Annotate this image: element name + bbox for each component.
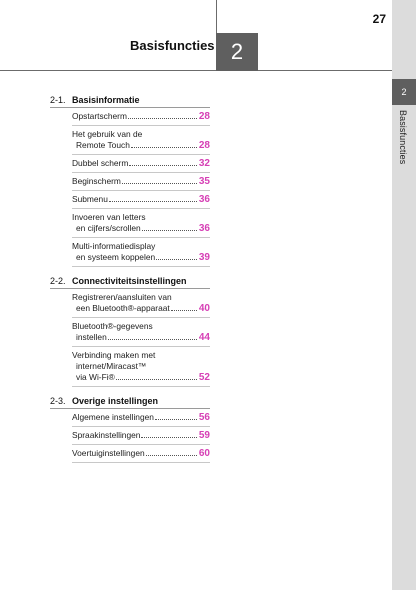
toc-page-number[interactable]: 35: [198, 176, 210, 187]
toc-page-number[interactable]: 44: [198, 332, 210, 343]
toc-section-number: 2-3.: [50, 396, 66, 406]
dot-leader: [131, 147, 197, 148]
toc-page-number[interactable]: 52: [198, 372, 210, 383]
dot-leader: [129, 165, 197, 166]
header-rule: [0, 70, 392, 71]
page-number: 27: [372, 12, 386, 26]
dot-leader: [156, 259, 197, 260]
toc-entry[interactable]: [72, 241, 210, 267]
toc-entry-text: en cijfers/scrollen: [76, 223, 141, 233]
toc-entry-text: en systeem koppelen: [76, 252, 156, 262]
toc-entry[interactable]: [72, 129, 210, 155]
table-of-contents: [50, 95, 210, 466]
toc-entry[interactable]: [72, 212, 210, 238]
dot-leader: [128, 118, 197, 119]
toc-entry-text: Het gebruik van de: [72, 129, 143, 139]
toc-page-number[interactable]: 56: [198, 412, 210, 423]
toc-entry-text: instellen: [76, 332, 107, 342]
toc-entry[interactable]: [72, 158, 210, 173]
dot-leader: [171, 310, 197, 311]
toc-entry[interactable]: [72, 350, 210, 387]
toc-entry-text: Beginscherm: [72, 176, 121, 186]
toc-section-number: 2-2.: [50, 276, 66, 286]
toc-entry-text: Spraakinstellingen: [72, 430, 141, 440]
dot-leader: [122, 183, 197, 184]
toc-page-number[interactable]: 36: [198, 223, 210, 234]
toc-section-title: Overige instellingen: [72, 396, 159, 406]
toc-entry-text: Submenu: [72, 194, 108, 204]
side-tab-label: Basisfuncties: [398, 110, 408, 165]
toc-entry[interactable]: [72, 176, 210, 191]
toc-section-heading: [50, 396, 210, 409]
toc-entry-text: Voertuiginstellingen: [72, 448, 145, 458]
dot-leader: [155, 419, 197, 420]
toc-entry-text: een Bluetooth®-apparaat: [76, 303, 170, 313]
toc-entry-text: Multi-informatiedisplay: [72, 241, 156, 251]
toc-entry-text: Bluetooth®-gegevens: [72, 321, 153, 331]
dot-leader: [108, 339, 197, 340]
toc-page-number[interactable]: 59: [198, 430, 210, 441]
dot-leader: [116, 379, 197, 380]
toc-section-title: Basisinformatie: [72, 95, 140, 105]
toc-entry[interactable]: [72, 111, 210, 126]
chapter-title: Basisfuncties: [130, 38, 215, 53]
toc-entry-text: Opstartscherm: [72, 111, 127, 121]
toc-page-number[interactable]: 28: [198, 111, 210, 122]
toc-page-number[interactable]: 40: [198, 303, 210, 314]
toc-page-number[interactable]: 28: [198, 140, 210, 151]
chapter-number-box: 2: [216, 33, 258, 71]
toc-entry[interactable]: [72, 292, 210, 318]
toc-page-number[interactable]: 39: [198, 252, 210, 263]
dot-leader: [142, 230, 197, 231]
toc-entry-text: Dubbel scherm: [72, 158, 129, 168]
toc-entry[interactable]: [72, 412, 210, 427]
toc-section-heading: [50, 276, 210, 289]
toc-entry[interactable]: [72, 448, 210, 463]
side-tab-number: 2: [392, 79, 416, 105]
toc-entry-text: Verbinding maken met: [72, 350, 156, 360]
toc-section-heading: [50, 95, 210, 108]
dot-leader: [141, 437, 196, 438]
toc-section-title: Connectiviteitsinstellingen: [72, 276, 187, 286]
toc-page-number[interactable]: 36: [198, 194, 210, 205]
toc-entry-text: Invoeren van letters: [72, 212, 146, 222]
toc-entry-text: internet/Miracast™: [76, 361, 147, 371]
toc-page-number[interactable]: 60: [198, 448, 210, 459]
toc-page-number[interactable]: 32: [198, 158, 210, 169]
dot-leader: [146, 455, 197, 456]
header-divider: [216, 0, 217, 33]
toc-section-number: 2-1.: [50, 95, 66, 105]
toc-entry-text: via Wi-Fi®: [76, 372, 115, 382]
toc-entry[interactable]: [72, 321, 210, 347]
toc-entry-text: Registreren/aansluiten van: [72, 292, 172, 302]
dot-leader: [109, 201, 197, 202]
toc-entry-text: Remote Touch: [76, 140, 130, 150]
toc-entry[interactable]: [72, 430, 210, 445]
toc-entry[interactable]: [72, 194, 210, 209]
toc-entry-text: Algemene instellingen: [72, 412, 154, 422]
